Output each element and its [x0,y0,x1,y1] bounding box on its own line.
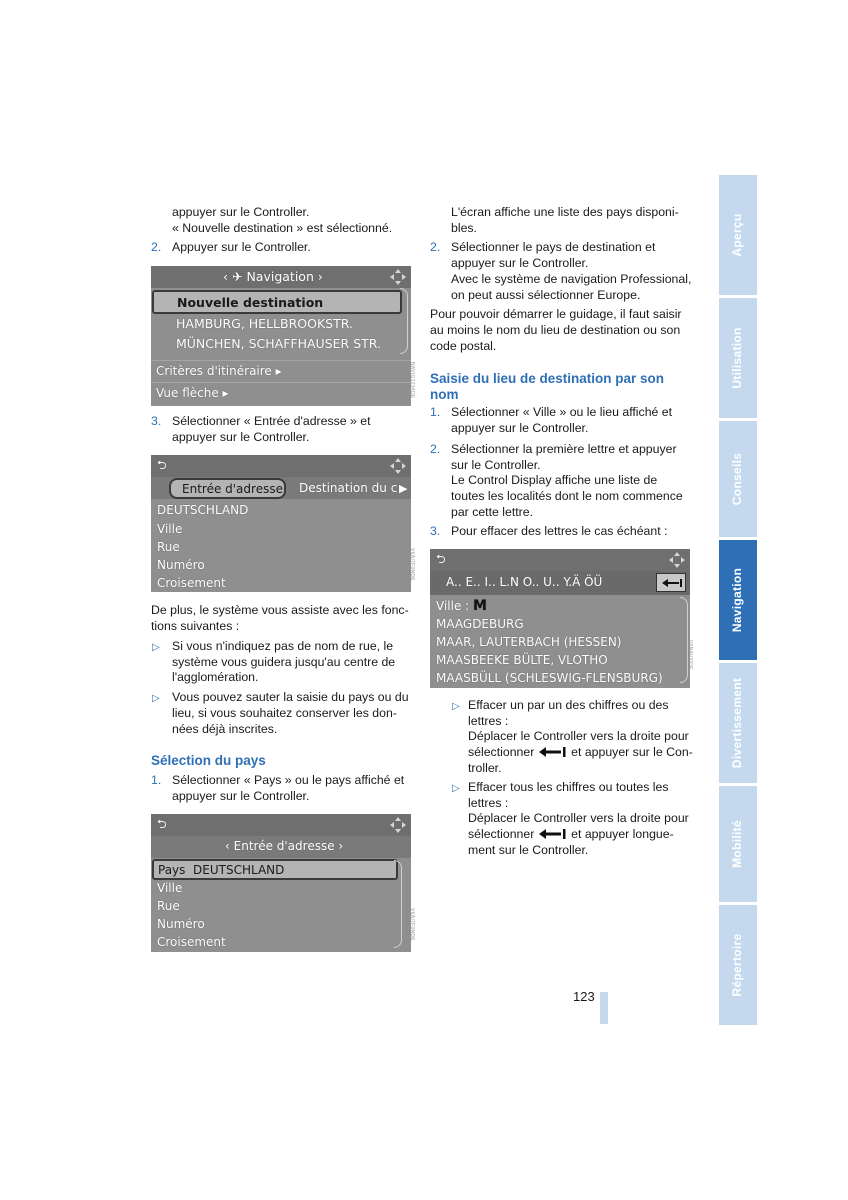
menu-item[interactable]: Croisement [157,935,226,949]
tab-label: Utilisation [730,327,745,389]
step-number: 1. [430,405,441,419]
bullet-text: système vous guidera jusqu'au centre de [172,655,396,669]
chevron-right-icon: ▶ [399,482,408,495]
text-fragment: sélectionner [468,827,535,841]
field-label: Pays [158,863,186,877]
step-text: Sélectionner la première lettre et appuyer [451,442,677,456]
display-screen-navigation [151,266,411,406]
back-arrow-icon[interactable]: ⮌ [436,552,446,566]
step-text: Pour effacer des lettres le cas échéant : [451,524,668,538]
tab-entree-adresse[interactable] [169,478,286,499]
step-text: Sélectionner « Ville » ou le lieu affiché et [451,405,673,419]
bullet-text: Si vous n'indiquez pas de nom de rue, le [172,639,394,653]
menu-item[interactable]: MÜNCHEN, SCHAFFHAUSER STR. [176,336,381,351]
menu-item[interactable]: Numéro [157,917,205,931]
paragraph-line: au moins le nom du lieu de destination ou son [430,323,681,337]
step-number: 2. [430,240,441,254]
section-heading: Sélection du pays [151,753,266,768]
tab-label: Répertoire [730,933,745,997]
step-text: Sélectionner « Entrée d'adresse » et [172,414,371,428]
step-text: Appuyer sur le Controller. [172,240,311,254]
menu-item[interactable]: Croisement [157,576,226,590]
triangle-bullet-icon: ▷ [152,642,160,653]
bullet-text: lettres : [468,796,509,810]
tab-mobilite[interactable] [719,786,757,902]
navigation-icon: ✈ [231,269,243,284]
display-screen-address [151,455,411,592]
tab-destination[interactable]: Destination du c [299,481,398,495]
selected-item[interactable] [152,290,402,314]
tab-label: Mobilité [730,820,745,868]
step-number: 3. [430,524,441,538]
triangle-bullet-icon: ▷ [452,701,460,712]
selected-item[interactable] [152,859,398,880]
list-item[interactable]: MAAR, LAUTERBACH (HESSEN) [436,635,622,649]
menu-item[interactable]: HAMBURG, HELLBROOKSTR. [176,316,353,331]
bullet-text: l'agglomération. [172,670,259,684]
step-text: appuyer sur le Controller. [172,430,310,444]
figure-code: NAVIG1234DE [409,362,415,399]
menu-item[interactable]: Critères d'itinéraire ▸ [156,364,282,378]
step-text: Sélectionner le pays de destination et [451,240,656,254]
screen-title-text: Entrée d'adresse [233,839,335,853]
menu-item-label [158,863,284,879]
triangle-bullet-icon: ▷ [152,693,160,704]
intro-line-2: « Nouvelle destination » est sélectionné. [172,221,393,235]
menu-item[interactable]: Numéro [157,558,205,572]
bullet-text: Déplacer le Controller vers la droite pour [468,811,689,825]
menu-item[interactable]: Ville [157,522,183,536]
bullet-text: Effacer un par un des chiffres ou des [468,698,669,712]
field-value: DEUTSCHLAND [193,863,285,877]
menu-item-label: Nouvelle destination [177,295,324,310]
tab-apercu[interactable] [719,175,757,295]
controller-dial-icon [389,816,407,834]
delete-arrow-icon [538,828,568,840]
delete-arrow-icon [659,576,685,590]
step-text: par cette lettre. [451,505,534,519]
step-text: on peut aussi sélectionner Europe. [451,288,641,302]
tab-label: Entrée d'adresse [182,482,283,496]
menu-item[interactable]: Ville [157,881,183,895]
controller-dial-icon [668,551,686,569]
bullet-text: troller. [468,761,502,775]
step-text: Avec le système de navigation Professional, [451,272,692,286]
step-text: toutes les localités dont le nom commence [451,489,683,503]
tab-label: Conseils [730,452,745,506]
delete-arrow-icon [538,746,568,758]
page-marker [600,992,608,1024]
tab-repertoire[interactable] [719,905,757,1025]
step-text: sur le Controller. [451,458,541,472]
controller-dial-icon [389,457,407,475]
delete-key[interactable] [656,573,686,592]
figure-code: V6AI7F0NDE [409,908,415,942]
scrollbar[interactable] [400,288,408,354]
page-number: 123 [573,989,595,1004]
tab-label: Navigation [730,567,745,633]
step-number: 1. [151,773,162,787]
step-number: 2. [430,442,441,456]
bullet-text: nées déjà inscrites. [172,722,278,736]
step-number: 3. [151,414,162,428]
field-label: Ville : [436,599,470,613]
tab-conseils[interactable] [719,421,757,537]
field-value: M [473,598,487,614]
text-fragment: sélectionner [468,745,535,759]
bullet-text: Déplacer le Controller vers la droite pour [468,729,689,743]
tab-label: Divertissement [730,677,745,769]
step-text: appuyer sur le Controller. [451,421,589,435]
bullet-text [468,745,693,761]
bullet-text: Effacer tous les chiffres ou toutes les [468,780,669,794]
section-heading: Saisie du lieu de destination par son [430,371,665,386]
back-arrow-icon[interactable]: ⮌ [157,458,167,472]
menu-item[interactable]: DEUTSCHLAND [157,503,249,517]
screen-title: ‹ ✈ Navigation › [223,269,323,284]
paragraph-line: L'écran affiche une liste des pays disponi- [451,205,679,219]
display-screen-city-entry [430,549,690,688]
intro-line-1: appuyer sur le Controller. [172,205,310,219]
step-text: appuyer sur le Controller. [172,789,310,803]
paragraph-line: tions suivantes : [151,619,240,633]
triangle-bullet-icon: ▷ [452,783,460,794]
bullet-text: lieu, si vous souhaitez conserver les don- [172,706,397,720]
tab-navigation[interactable] [719,540,757,660]
section-heading: nom [430,387,459,402]
tab-utilisation[interactable] [719,298,757,418]
list-item[interactable]: MAAGDEBURG [436,617,524,631]
figure-code: V6AI7F0NDE [409,548,415,582]
step-text: appuyer sur le Controller. [451,256,589,270]
paragraph-line: Pour pouvoir démarrer le guidage, il faut saisir [430,307,682,321]
text-fragment: et appuyer longue- [571,827,674,841]
tab-label: Aperçu [730,213,745,257]
display-screen-country [151,814,411,952]
menu-item[interactable]: Vue flèche ▸ [156,386,229,400]
text-fragment: et appuyer sur le Con- [571,745,693,759]
city-field[interactable] [436,599,487,615]
menu-item[interactable]: Rue [157,899,180,913]
back-arrow-icon[interactable]: ⮌ [157,817,167,831]
screen-title: ‹ Entrée d'adresse › [225,839,344,853]
scrollbar[interactable] [394,860,402,948]
list-item[interactable]: MAASBEEKE BÜLTE, VLOTHO [436,653,608,667]
paragraph-line: code postal. [430,339,497,353]
list-item[interactable]: MAASBÜLL (SCHLESWIG-FLENSBURG) [436,671,663,685]
step-number: 2. [151,240,162,254]
tab-divertissement[interactable] [719,663,757,783]
paragraph-line: bles. [451,221,477,235]
step-text: Sélectionner « Pays » ou le pays affiché et [172,773,405,787]
menu-item[interactable]: Rue [157,540,180,554]
paragraph-line: De plus, le système vous assiste avec les fonc- [151,603,409,617]
screen-title-text: Navigation [246,269,314,284]
step-text: Le Control Display affiche une liste de [451,473,658,487]
letter-speller[interactable]: A.. E.. I.. L.N O.. U.. Y.Ä ÖÜ [446,575,603,589]
bullet-text: lettres : [468,714,509,728]
controller-dial-icon [389,268,407,286]
bullet-text [468,827,674,843]
bullet-text: ment sur le Controller. [468,843,589,857]
bullet-text: Vous pouvez sauter la saisie du pays ou du [172,690,409,704]
figure-code: V6NAVI0DE [687,640,693,670]
